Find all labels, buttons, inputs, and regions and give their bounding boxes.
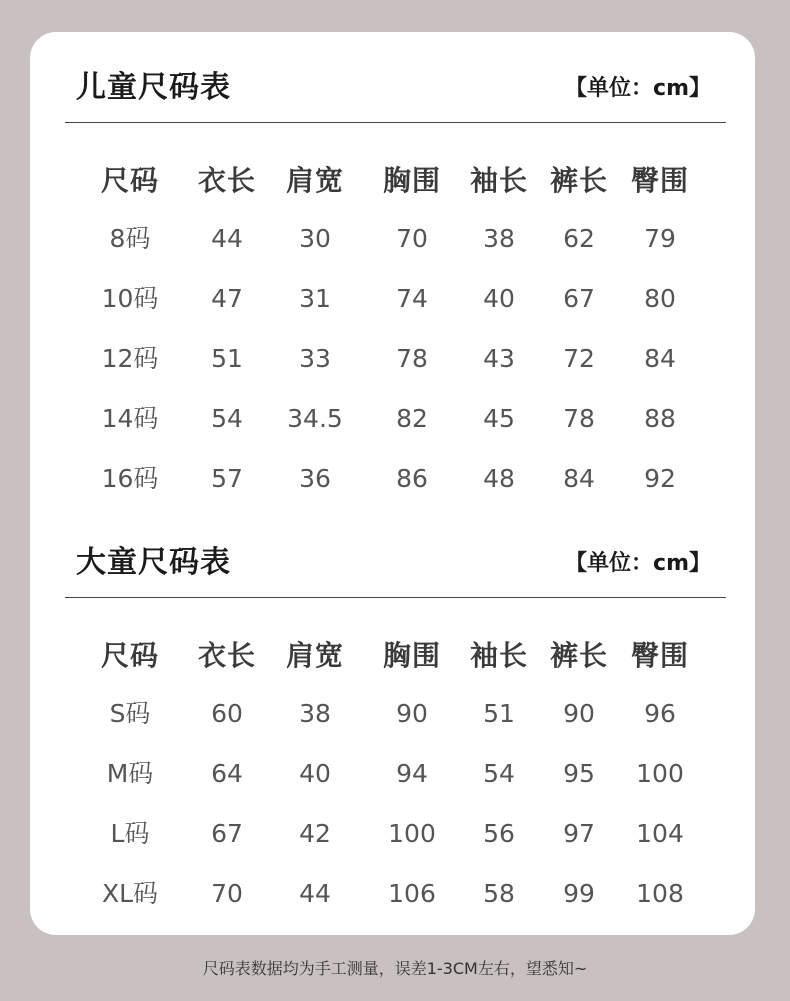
measurement-footnote: 尺码表数据均为手工测量，误差1-3CM左右，望悉知~ — [202, 959, 588, 978]
table-row — [30, 685, 755, 745]
measurement-cell: 33 — [299, 344, 331, 373]
size-label-cell: M码 — [106, 759, 154, 788]
measurement-cell: 47 — [211, 284, 243, 313]
section-title: 大童尺码表 — [76, 545, 231, 580]
measurement-cell: 44 — [211, 224, 243, 253]
column-header: 袖长 — [469, 639, 528, 672]
measurement-cell: 38 — [483, 224, 515, 253]
size-label-cell: 8码 — [109, 224, 151, 253]
section-divider — [65, 122, 726, 123]
measurement-cell: 48 — [483, 464, 515, 493]
measurement-cell: 56 — [483, 819, 515, 848]
unit-label: 【单位：cm】 — [565, 551, 711, 576]
column-header: 肩宽 — [285, 639, 344, 672]
size-label-cell: XL码 — [101, 879, 159, 908]
section-divider — [65, 597, 726, 598]
measurement-cell: 90 — [563, 699, 595, 728]
measurement-cell: 31 — [299, 284, 331, 313]
column-header: 肩宽 — [285, 164, 344, 197]
measurement-cell: 54 — [211, 404, 243, 433]
measurement-cell: 58 — [483, 879, 515, 908]
table-header-row — [30, 627, 755, 685]
measurement-cell: 97 — [563, 819, 595, 848]
table-row — [30, 270, 755, 330]
measurement-cell: 30 — [299, 224, 331, 253]
measurement-cell: 74 — [396, 284, 428, 313]
measurement-cell: 78 — [563, 404, 595, 433]
unit-label: 【单位：cm】 — [565, 76, 711, 101]
size-label-cell: L码 — [110, 819, 150, 848]
size-table — [30, 152, 755, 510]
measurement-cell: 104 — [636, 819, 684, 848]
column-header: 臀围 — [630, 164, 689, 197]
measurement-cell: 99 — [563, 879, 595, 908]
column-header: 胸围 — [382, 639, 441, 672]
measurement-cell: 67 — [563, 284, 595, 313]
measurement-cell: 95 — [563, 759, 595, 788]
table-row — [30, 805, 755, 865]
measurement-cell: 40 — [483, 284, 515, 313]
measurement-cell: 88 — [644, 404, 676, 433]
measurement-cell: 108 — [636, 879, 684, 908]
size-label-cell: 14码 — [101, 404, 159, 433]
column-header: 裤长 — [549, 164, 608, 197]
measurement-cell: 62 — [563, 224, 595, 253]
measurement-cell: 90 — [396, 699, 428, 728]
measurement-cell: 96 — [644, 699, 676, 728]
measurement-cell: 36 — [299, 464, 331, 493]
measurement-cell: 54 — [483, 759, 515, 788]
measurement-cell: 42 — [299, 819, 331, 848]
measurement-cell: 67 — [211, 819, 243, 848]
column-header: 裤长 — [549, 639, 608, 672]
measurement-cell: 51 — [483, 699, 515, 728]
measurement-cell: 70 — [211, 879, 243, 908]
column-header: 尺码 — [100, 164, 159, 197]
table-row — [30, 390, 755, 450]
measurement-cell: 34.5 — [287, 404, 343, 433]
column-header: 衣长 — [197, 639, 256, 672]
size-table — [30, 627, 755, 925]
measurement-cell: 60 — [211, 699, 243, 728]
measurement-cell: 70 — [396, 224, 428, 253]
measurement-cell: 82 — [396, 404, 428, 433]
size-chart-card — [30, 32, 755, 935]
measurement-cell: 40 — [299, 759, 331, 788]
size-label-cell: 10码 — [101, 284, 159, 313]
measurement-cell: 43 — [483, 344, 515, 373]
measurement-cell: 78 — [396, 344, 428, 373]
table-row — [30, 210, 755, 270]
size-label-cell: 16码 — [101, 464, 159, 493]
column-header: 袖长 — [469, 164, 528, 197]
column-header: 臀围 — [630, 639, 689, 672]
measurement-cell: 86 — [396, 464, 428, 493]
measurement-cell: 57 — [211, 464, 243, 493]
size-label-cell: 12码 — [101, 344, 159, 373]
measurement-cell: 94 — [396, 759, 428, 788]
measurement-cell: 79 — [644, 224, 676, 253]
measurement-cell: 84 — [644, 344, 676, 373]
measurement-cell: 100 — [388, 819, 436, 848]
measurement-cell: 38 — [299, 699, 331, 728]
measurement-cell: 64 — [211, 759, 243, 788]
measurement-cell: 84 — [563, 464, 595, 493]
measurement-cell: 106 — [388, 879, 436, 908]
section-title: 儿童尺码表 — [76, 70, 231, 105]
table-row — [30, 450, 755, 510]
column-header: 胸围 — [382, 164, 441, 197]
measurement-cell: 51 — [211, 344, 243, 373]
measurement-cell: 72 — [563, 344, 595, 373]
table-header-row — [30, 152, 755, 210]
column-header: 尺码 — [100, 639, 159, 672]
table-row — [30, 745, 755, 805]
table-row — [30, 330, 755, 390]
table-row — [30, 865, 755, 925]
measurement-cell: 44 — [299, 879, 331, 908]
measurement-cell: 92 — [644, 464, 676, 493]
size-label-cell: S码 — [109, 699, 151, 728]
measurement-cell: 100 — [636, 759, 684, 788]
column-header: 衣长 — [197, 164, 256, 197]
measurement-cell: 45 — [483, 404, 515, 433]
measurement-cell: 80 — [644, 284, 676, 313]
